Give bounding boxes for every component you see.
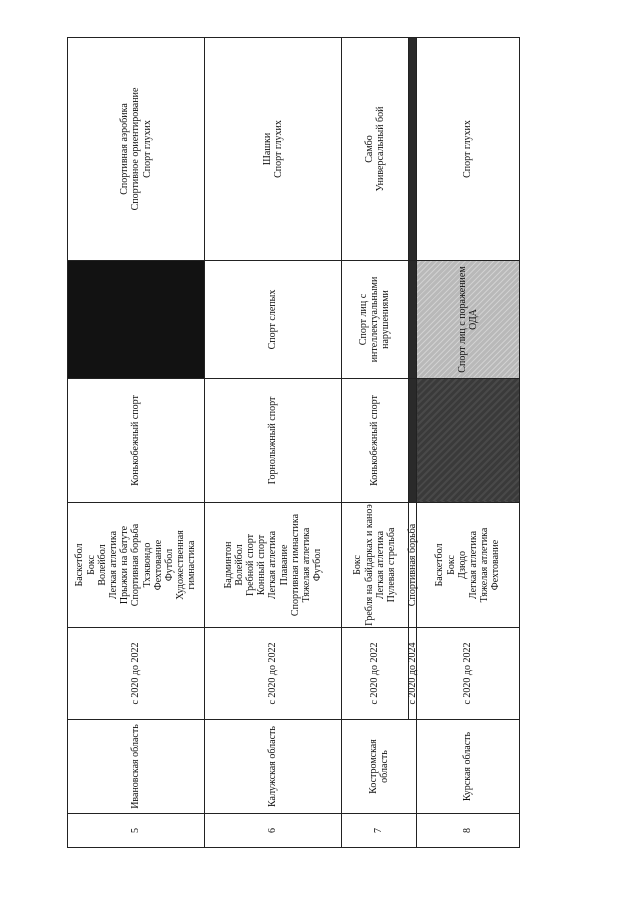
sport-item: Гребной спорт <box>245 534 257 596</box>
disabled-sport-main: Спорт лиц с интеллектуальными нарушениями <box>342 261 410 378</box>
sport-item: Футбол <box>312 548 324 582</box>
row-number: 8 <box>417 814 520 848</box>
other-sport-item: Спортивная аэробика <box>119 103 131 195</box>
winter-sport-cell <box>342 379 417 503</box>
sports-list <box>352 504 397 626</box>
period-cell: с 2020 до 2022 <box>205 628 342 720</box>
sport-item: Пулевая стрельба <box>386 527 397 603</box>
other-sports-list <box>262 41 284 257</box>
region-cell: Костромская область <box>342 720 417 814</box>
sport-item: Легкая атлетика <box>468 530 479 600</box>
sports-cell <box>205 503 342 628</box>
sports-extra: Спортивная борьба <box>407 523 419 607</box>
other-sport-item: Универсальный бой <box>374 106 386 192</box>
other-sports-cell <box>68 38 205 261</box>
other-sports-cell <box>205 38 342 261</box>
other-sport-item: Шашки <box>261 132 273 166</box>
sport-item: Бокс <box>445 555 457 575</box>
sports-list <box>223 506 324 624</box>
region-cell: Ивановская область <box>68 720 205 814</box>
other-sports-extra-blacked <box>409 38 416 260</box>
sports-list <box>434 506 501 624</box>
sport-item: Гребля на байдарках и каноэ <box>363 504 375 626</box>
sport-item: Спортивная гимнастика <box>289 513 301 617</box>
other-sports-list <box>364 107 386 192</box>
disabled-sport-cell <box>417 261 520 379</box>
sport-item: Прыжки на батуте <box>119 525 131 605</box>
sport-item: Фехтование <box>152 539 164 591</box>
period-cell <box>342 628 417 720</box>
winter-sport-cell: Горнолыжный спорт <box>205 379 342 503</box>
disabled-sport-cell-blacked <box>68 261 205 379</box>
region-cell: Курская область <box>417 720 520 814</box>
sport-item: Конный спорт <box>256 534 268 596</box>
winter-sport-main: Конькобежный спорт <box>342 379 410 502</box>
disabled-sport-extra-blacked <box>409 261 416 378</box>
other-sports-cell <box>342 38 417 261</box>
period-cell: с 2020 до 2022 <box>417 628 520 720</box>
sport-item: Легкая атлетика <box>374 530 386 600</box>
other-sports-main <box>342 38 410 260</box>
sport-item: Бокс <box>352 555 364 575</box>
other-sport-item: Спортивное ориентирование <box>130 87 142 211</box>
table-row <box>342 38 417 848</box>
period-cell: с 2020 до 2022 <box>68 628 205 720</box>
other-sports-list <box>119 41 153 257</box>
sport-item: Тяжелая атлетика <box>479 527 491 603</box>
disabled-sport-cell: Спорт слепых <box>205 261 342 379</box>
sport-item: Баскетбол <box>74 543 86 587</box>
other-sport-item: Спорт глухих <box>141 120 153 178</box>
sports-cell <box>417 503 520 628</box>
sport-item: Легкая атлетика <box>267 530 279 600</box>
sport-item: Легкая атлетика <box>108 530 120 600</box>
winter-sport-cell: Конькобежный спорт <box>68 379 205 503</box>
period-main: с 2020 до 2022 <box>342 628 410 719</box>
disabled-sport-text: Спорт лиц с поражением ОДА <box>456 266 479 373</box>
other-sports-cell <box>417 38 520 261</box>
sports-main <box>342 503 410 627</box>
regions-sports-table <box>67 37 520 848</box>
row-number: 7 <box>342 814 417 848</box>
row-number: 5 <box>68 814 205 848</box>
sport-item: Баскетбол <box>434 543 446 587</box>
sport-item: Волейбол <box>233 544 245 586</box>
sport-item: Бокс <box>85 555 97 575</box>
other-sport-item: Самбо <box>363 135 375 163</box>
sport-item: Тхэквондо <box>141 542 153 588</box>
other-sport-item: Спорт глухих <box>273 120 284 178</box>
region-cell: Калужская область <box>205 720 342 814</box>
sport-item: Бадминтон <box>222 541 234 589</box>
sport-item: Тяжелая атлетика <box>300 527 312 603</box>
table-row <box>205 38 342 848</box>
rotated-table-container <box>67 38 519 848</box>
sport-item: Художественная гимнастика <box>175 530 198 600</box>
sport-item: Спортивная борьба <box>130 523 142 607</box>
table-row <box>417 38 520 848</box>
sport-item: Фехтование <box>490 539 502 591</box>
disabled-sport-cell <box>342 261 417 379</box>
sports-cell <box>68 503 205 628</box>
sports-cell <box>342 503 417 628</box>
winter-sport-cell-blacked <box>417 379 520 503</box>
other-sport-item: Спорт глухих <box>462 120 474 178</box>
row-number: 6 <box>205 814 342 848</box>
sport-item: Футбол <box>163 548 175 582</box>
period-extra: с 2020 до 2024 <box>407 642 419 705</box>
sports-list <box>74 506 197 624</box>
table-row <box>68 38 205 848</box>
other-sports-list <box>462 41 473 257</box>
sport-item: Дзюдо <box>456 550 468 580</box>
winter-sport-extra-blacked <box>409 379 416 502</box>
sport-item: Волейбол <box>96 544 108 586</box>
sport-item: Плавание <box>278 544 290 586</box>
